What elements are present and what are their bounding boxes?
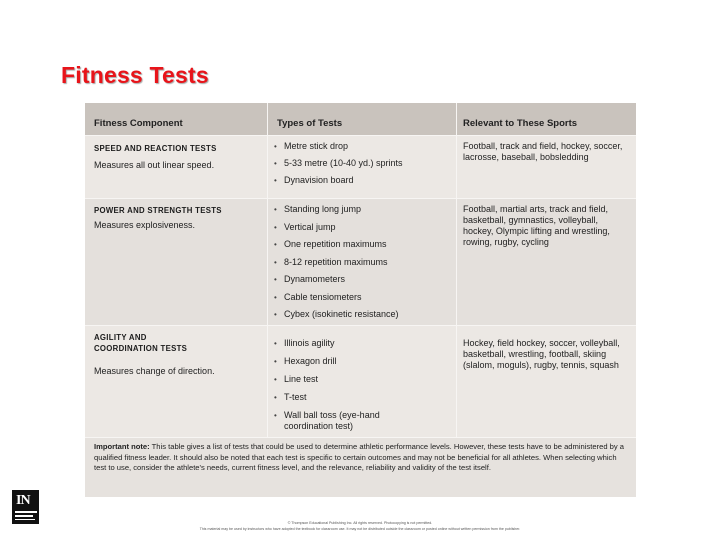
test-item: • 8-12 repetition maximums: [273, 257, 453, 268]
row-divider: [85, 198, 636, 199]
row-divider: [85, 437, 636, 438]
row-divider: [85, 135, 636, 136]
component-description: Measures all out linear speed.: [94, 160, 215, 170]
component-title: SPEED AND REACTION TESTS: [94, 144, 217, 153]
fitness-tests-table: [85, 103, 636, 497]
test-item: • Cybex (isokinetic resistance): [273, 309, 453, 320]
relevant-sports: Football, martial arts, track and field, basketball, gymnastics, volleyball, hockey, Olympic lifting and wrestling, rowing, rugby, cycling: [463, 204, 610, 247]
test-list: [273, 338, 453, 432]
component-description: Measures explosiveness.: [94, 220, 196, 230]
footer-line: © Thompson Educational Publishing Inc. All rights reserved. Photocopying is not permitted.: [287, 521, 433, 525]
header-fitness-component: Fitness Component: [94, 118, 183, 129]
header-relevant-sports: Relevant to These Sports: [463, 118, 578, 129]
column-divider: [456, 103, 457, 437]
component-title: AGILITY AND COORDINATION TESTS: [94, 333, 188, 353]
test-item: • Wall ball toss (eye-hand coordination test): [273, 410, 403, 432]
footer-line: This material may be used by instructors who have adopted the textbook for classroom use. It may not be distributed outside the classroom or posted online without written permission from the publisher.: [199, 527, 521, 531]
component-description: Measures change of direction.: [94, 366, 215, 376]
relevant-sports: Football, track and field, hockey, soccer, lacrosse, baseball, bobsledding: [463, 141, 623, 162]
test-item: • Cable tensiometers: [273, 292, 453, 303]
test-item: • One repetition maximums: [273, 239, 453, 250]
test-item: • T-test: [273, 392, 453, 403]
relevant-sports: Hockey, field hockey, soccer, volleyball, basketball, wrestling, football, skiing (slalom, moguls), rugby, tennis, squash: [463, 338, 620, 370]
slide-title: Fitness Tests: [61, 62, 209, 88]
test-item: • Illinois agility: [273, 338, 453, 349]
publisher-logo: IN: [12, 490, 39, 524]
important-note: [94, 442, 628, 474]
test-item: • Dynavision board: [273, 175, 453, 186]
test-item: • 5-33 metre (10-40 yd.) sprints: [273, 158, 453, 169]
footer-copyright: [50, 520, 670, 532]
test-item: • Metre stick drop: [273, 141, 453, 152]
test-item: • Hexagon drill: [273, 356, 453, 367]
test-item: • Dynamometers: [273, 274, 453, 285]
test-item: • Line test: [273, 374, 453, 385]
row-divider: [85, 325, 636, 326]
component-title: POWER AND STRENGTH TESTS: [94, 206, 222, 215]
test-list: [273, 204, 453, 320]
note-label: Important note:: [94, 442, 150, 451]
test-item: • Vertical jump: [273, 222, 453, 233]
column-divider: [267, 103, 268, 437]
header-types-of-tests: Types of Tests: [277, 118, 343, 129]
note-text: This table gives a list of tests that could be used to determine athletic performance levels. However, these tests have to be administered by a qualified fitness leader. It should also be noted that each test is specific to certain outcomes and may not be beneficial for all athletes. When selecting which test to use, consider the athlete's needs, current fitness level, and the relevance, reliability and validity of the test itself.: [94, 442, 625, 472]
test-list: [273, 141, 453, 186]
test-item: • Standing long jump: [273, 204, 453, 215]
